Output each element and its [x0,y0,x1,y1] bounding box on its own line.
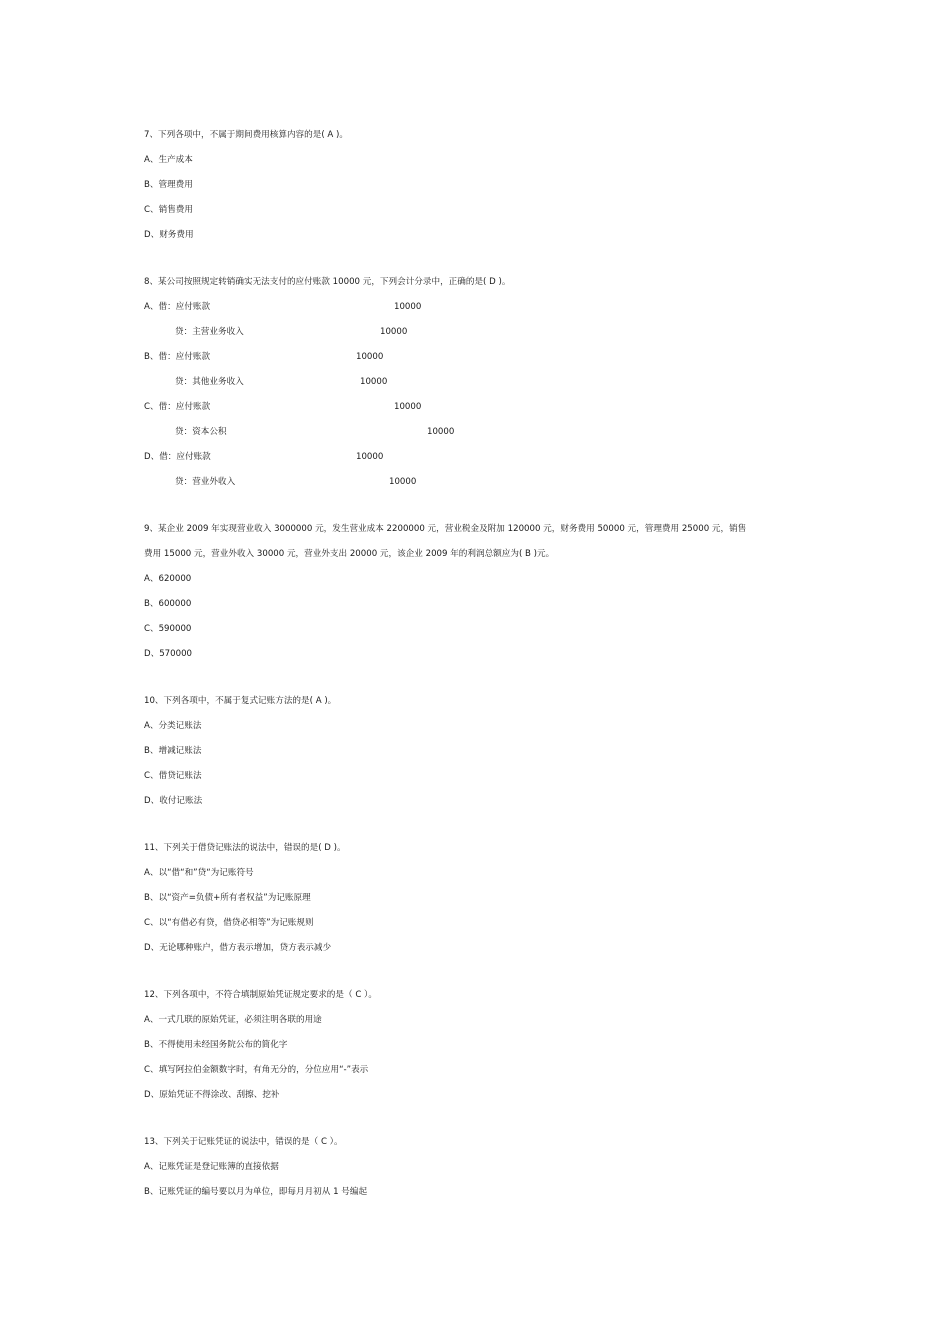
question-9-option-a: A、620000 [144,574,192,584]
question-8-option-a-credit-amount: 10000 [380,327,408,337]
question-10-option-b: B、增减记账法 [144,746,202,756]
question-8-option-c-credit-amount: 10000 [427,427,455,437]
question-13-option-a: A、记账凭证是登记账簿的直接依据 [144,1162,279,1172]
question-7-option-b: B、管理费用 [144,180,193,190]
question-8-option-b-debit: B、借：应付账款 [144,352,211,362]
question-11-stem: 11、下列关于借贷记账法的说法中，错误的是( D )。 [144,843,346,853]
question-8-option-a-debit-amount: 10000 [394,302,422,312]
question-12-stem: 12、下列各项中，不符合填制原始凭证规定要求的是（ C ）。 [144,990,377,1000]
question-8-option-c-credit: 贷：资本公积 [175,427,227,437]
question-10-option-c: C、借贷记账法 [144,771,202,781]
question-12-option-c: C、填写阿拉伯金额数字时，有角无分的，分位应用“-”表示 [144,1065,369,1075]
question-8-option-d-debit-amount: 10000 [356,452,384,462]
question-9-option-b: B、600000 [144,599,192,609]
question-13-stem: 13、下列关于记账凭证的说法中，错误的是（ C ）。 [144,1137,343,1147]
question-9-stem-line-1: 9、某企业 2009 年实现营业收入 3000000 元，发生营业成本 2200000 元，营业税金及附加 120000 元，财务费用 50000 元，管理费用 25000 元，销售 [144,524,747,534]
question-8-option-a-debit: A、借：应付账款 [144,302,211,312]
question-8-option-c-debit: C、借：应付账款 [144,402,211,412]
question-11-option-d: D、无论哪种账户，借方表示增加，贷方表示减少 [144,943,332,953]
question-13-option-b: B、记账凭证的编号要以月为单位，即每月月初从 1 号编起 [144,1187,368,1197]
question-10-option-a: A、分类记账法 [144,721,202,731]
question-10-stem: 10、下列各项中，不属于复式记账方法的是( A )。 [144,696,337,706]
question-9-option-c: C、590000 [144,624,192,634]
question-8-option-b-debit-amount: 10000 [356,352,384,362]
question-8-option-d-debit: D、借：应付账款 [144,452,211,462]
question-8-option-d-credit: 贷：营业外收入 [175,477,236,487]
question-8-option-b-credit: 贷：其他业务收入 [175,377,244,387]
question-8-option-b-credit-amount: 10000 [360,377,388,387]
question-7-option-a: A、生产成本 [144,155,193,165]
question-9-stem-line-2: 费用 15000 元，营业外收入 30000 元，营业外支出 20000 元，该企业 2009 年的利润总额应为( B )元。 [144,549,555,559]
question-11-option-a: A、以“借“和”贷“为记账符号 [144,868,254,878]
question-9-option-d: D、570000 [144,649,193,659]
question-12-option-a: A、一式几联的原始凭证，必须注明各联的用途 [144,1015,322,1025]
question-8-option-c-debit-amount: 10000 [394,402,422,412]
question-7-stem: 7、下列各项中，不属于期间费用核算内容的是( A )。 [144,130,348,140]
question-7-option-d: D、财务费用 [144,230,194,240]
question-10-option-d: D、收付记账法 [144,796,203,806]
question-11-option-c: C、以“有借必有贷，借贷必相等”为记账规则 [144,918,314,928]
question-12-option-d: D、原始凭证不得涂改、刮擦、挖补 [144,1090,280,1100]
question-11-option-b: B、以“资产=负债+所有者权益”为记账原理 [144,893,311,903]
question-8-option-d-credit-amount: 10000 [389,477,417,487]
question-12-option-b: B、不得使用未经国务院公布的简化字 [144,1040,288,1050]
question-8-option-a-credit: 贷：主营业务收入 [175,327,244,337]
question-8-stem: 8、某公司按照规定转销确实无法支付的应付账款 10000 元，下列会计分录中，正确的是( D )。 [144,277,511,287]
question-7-option-c: C、销售费用 [144,205,193,215]
